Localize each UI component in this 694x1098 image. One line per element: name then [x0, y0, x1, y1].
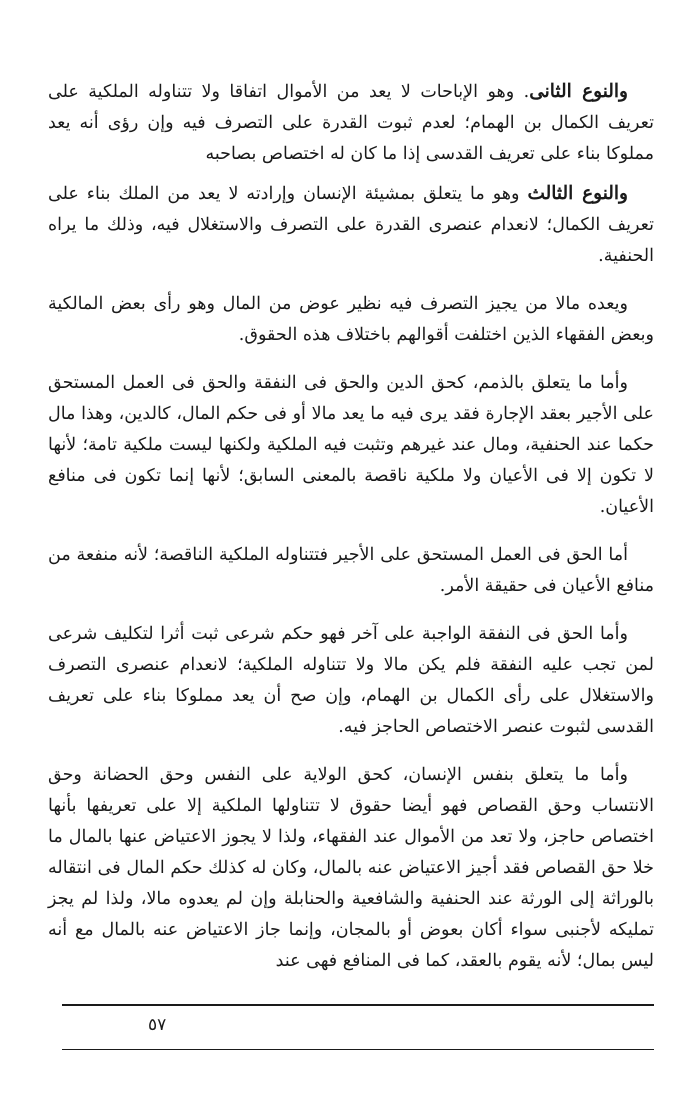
paragraph-text: وأما ما يتعلق بالذمم، كحق الدين والحق فى النفقة والحق فى العمل المستحق على الأجير بعقد الإجارة فقد يرى فيه ما يعد مالا أو فى حكم المال، كالدين، وهذا مال حكما عند الحنفية، ومال عند غيرهم وتثبت فيه الملكية ولكنها ليست ملكية تامة؛ لأنها لا تكون إلا فى الأعيان ولا ملكية ناقصة بالمعنى السابق؛ لأنها إنما تكون فى منافع الأعيان.	[48, 373, 654, 517]
paragraph-text: ويعده مالا من يجيز التصرف فيه نظير عوض من المال وهو رأى بعض المالكية وبعض الفقهاء الذين اختلفت أقوالهم باختلاف هذه الحقوق.	[48, 294, 654, 345]
paragraph-maintenance-right	[48, 619, 654, 743]
paragraph-text: أما الحق فى العمل المستحق على الأجير فتتناوله الملكية الناقصة؛ لأنه منفعة من منافع الأعيان فى حقيقة الأمر.	[48, 545, 654, 596]
paragraph-text: . وهو الإباحات لا يعد من الأموال اتفاقا ولا تتناوله الملكية على تعريف الكمال بن الهمام؛ لعدم ثبوت القدرة على التصرف فيه وإن رؤى أنه يعد مملوكا بناء على تعريف القدسى إذا ما كان له اختصاص بصاحبه	[48, 82, 654, 164]
paragraph-personal-rights	[48, 760, 654, 977]
footer-rule-bottom	[62, 1049, 654, 1050]
paragraph-heading: والنوع الثانى	[529, 81, 628, 102]
paragraph-text: وأما الحق فى النفقة الواجبة على آخر فهو حكم شرعى ثبت أثرا لتكليف شرعى لمن تجب عليه النفقة فلم يكن مالا ولا تتناوله الملكية؛ لانعدام عنصرى التصرف والاستغلال على رأى الكمال بن الهمام، وإن صح أن يعد مملوكا بناء على تعريف القدسى لثبوت عنصر الاختصاص الحاجز فيه.	[48, 624, 654, 737]
page-number: ٥٧	[148, 1015, 167, 1035]
footer-rule-top	[62, 1004, 654, 1006]
paragraph-heading: والنوع الثالث	[527, 183, 628, 204]
paragraph-text: وهو ما يتعلق بمشيئة الإنسان وإرادته لا يعد من الملك بناء على تعريف الكمال؛ لانعدام عنصرى القدرة على التصرف والاستغلال فيه، وذلك ما يراه الحنفية.	[48, 184, 654, 266]
paragraph-work-right	[48, 540, 654, 602]
paragraph-maliki-view	[48, 289, 654, 351]
paragraph-text: وأما ما يتعلق بنفس الإنسان، كحق الولاية على النفس وحق الحضانة وحق الانتساب وحق القصاص فهو أيضا حقوق لا تتناولها الملكية إلا على تعريفها بأنها اختصاص حاجز، ولا تعد من الأموال عند الفقهاء، ولذا لا يجوز الاعتياض عنها بالمال ما خلا حق القصاص فقد أجيز الاعتياض عنه بالمال، وكان له كذلك حكم المال فى انتقاله بالوراثة إلى الورثة عند الحنفية والشافعية والحنابلة وإن لم يعدوه مالا، ولذا لم يجز تمليكه لأجنبى سواء أكان بعوض أو بالمجان، وإنما جاز الاعتياض عنه بالمال مع أنه ليس بمال؛ لأنه يقوم بالعقد، كما فى المنافع فهى عند	[48, 765, 654, 971]
paragraph-debts	[48, 368, 654, 523]
paragraph-type-two	[48, 76, 654, 170]
page-body	[48, 76, 654, 977]
paragraph-type-three	[48, 178, 654, 272]
